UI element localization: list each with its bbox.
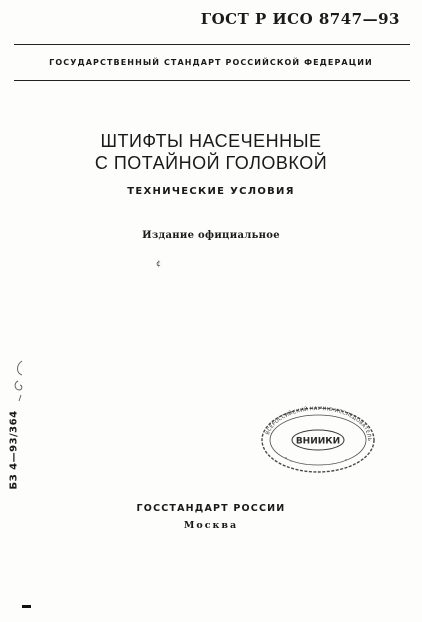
edition-note: Издание официальное xyxy=(142,230,280,241)
title-line-1: ШТИФТЫ НАСЕЧЕННЫЕ xyxy=(100,131,322,151)
publication-city: Москва xyxy=(183,520,239,531)
agency-name: ГОСУДАРСТВЕННЫЙ СТАНДАРТ РОССИЙСКОЙ ФЕДЕРАЦИИ xyxy=(49,58,373,67)
catalog-code-text: БЗ 4—93/364 xyxy=(8,410,20,490)
header-top-rule xyxy=(14,44,410,45)
publisher-name: ГОССТАНДАРТ РОССИИ xyxy=(136,503,286,514)
corner-print-mark xyxy=(22,605,31,608)
title-line-2: С ПОТАЙНОЙ ГОЛОВКОЙ xyxy=(94,153,328,173)
handwritten-mark-icon xyxy=(8,355,32,405)
document-subtitle: ТЕХНИЧЕСКИЕ УСЛОВИЯ xyxy=(127,186,295,197)
svg-text:ВСЕРОССИЙСКИЙ НАУЧНО-ИССЛЕДОВА xyxy=(258,400,372,442)
library-stamp-icon xyxy=(258,400,378,475)
stamp-ring-text: ВСЕРОССИЙСКИЙ НАУЧНО-ИССЛЕДОВАТЕЛЬ xyxy=(264,405,373,442)
catalog-code-vertical xyxy=(4,410,24,490)
header-bottom-rule xyxy=(14,80,410,81)
document-title xyxy=(0,130,422,174)
stamp-center-text: ВНИИКИ xyxy=(295,436,341,447)
standard-number: ГОСТ Р ИСО 8747—93 xyxy=(200,10,400,28)
print-speck: ¢ xyxy=(156,259,162,268)
